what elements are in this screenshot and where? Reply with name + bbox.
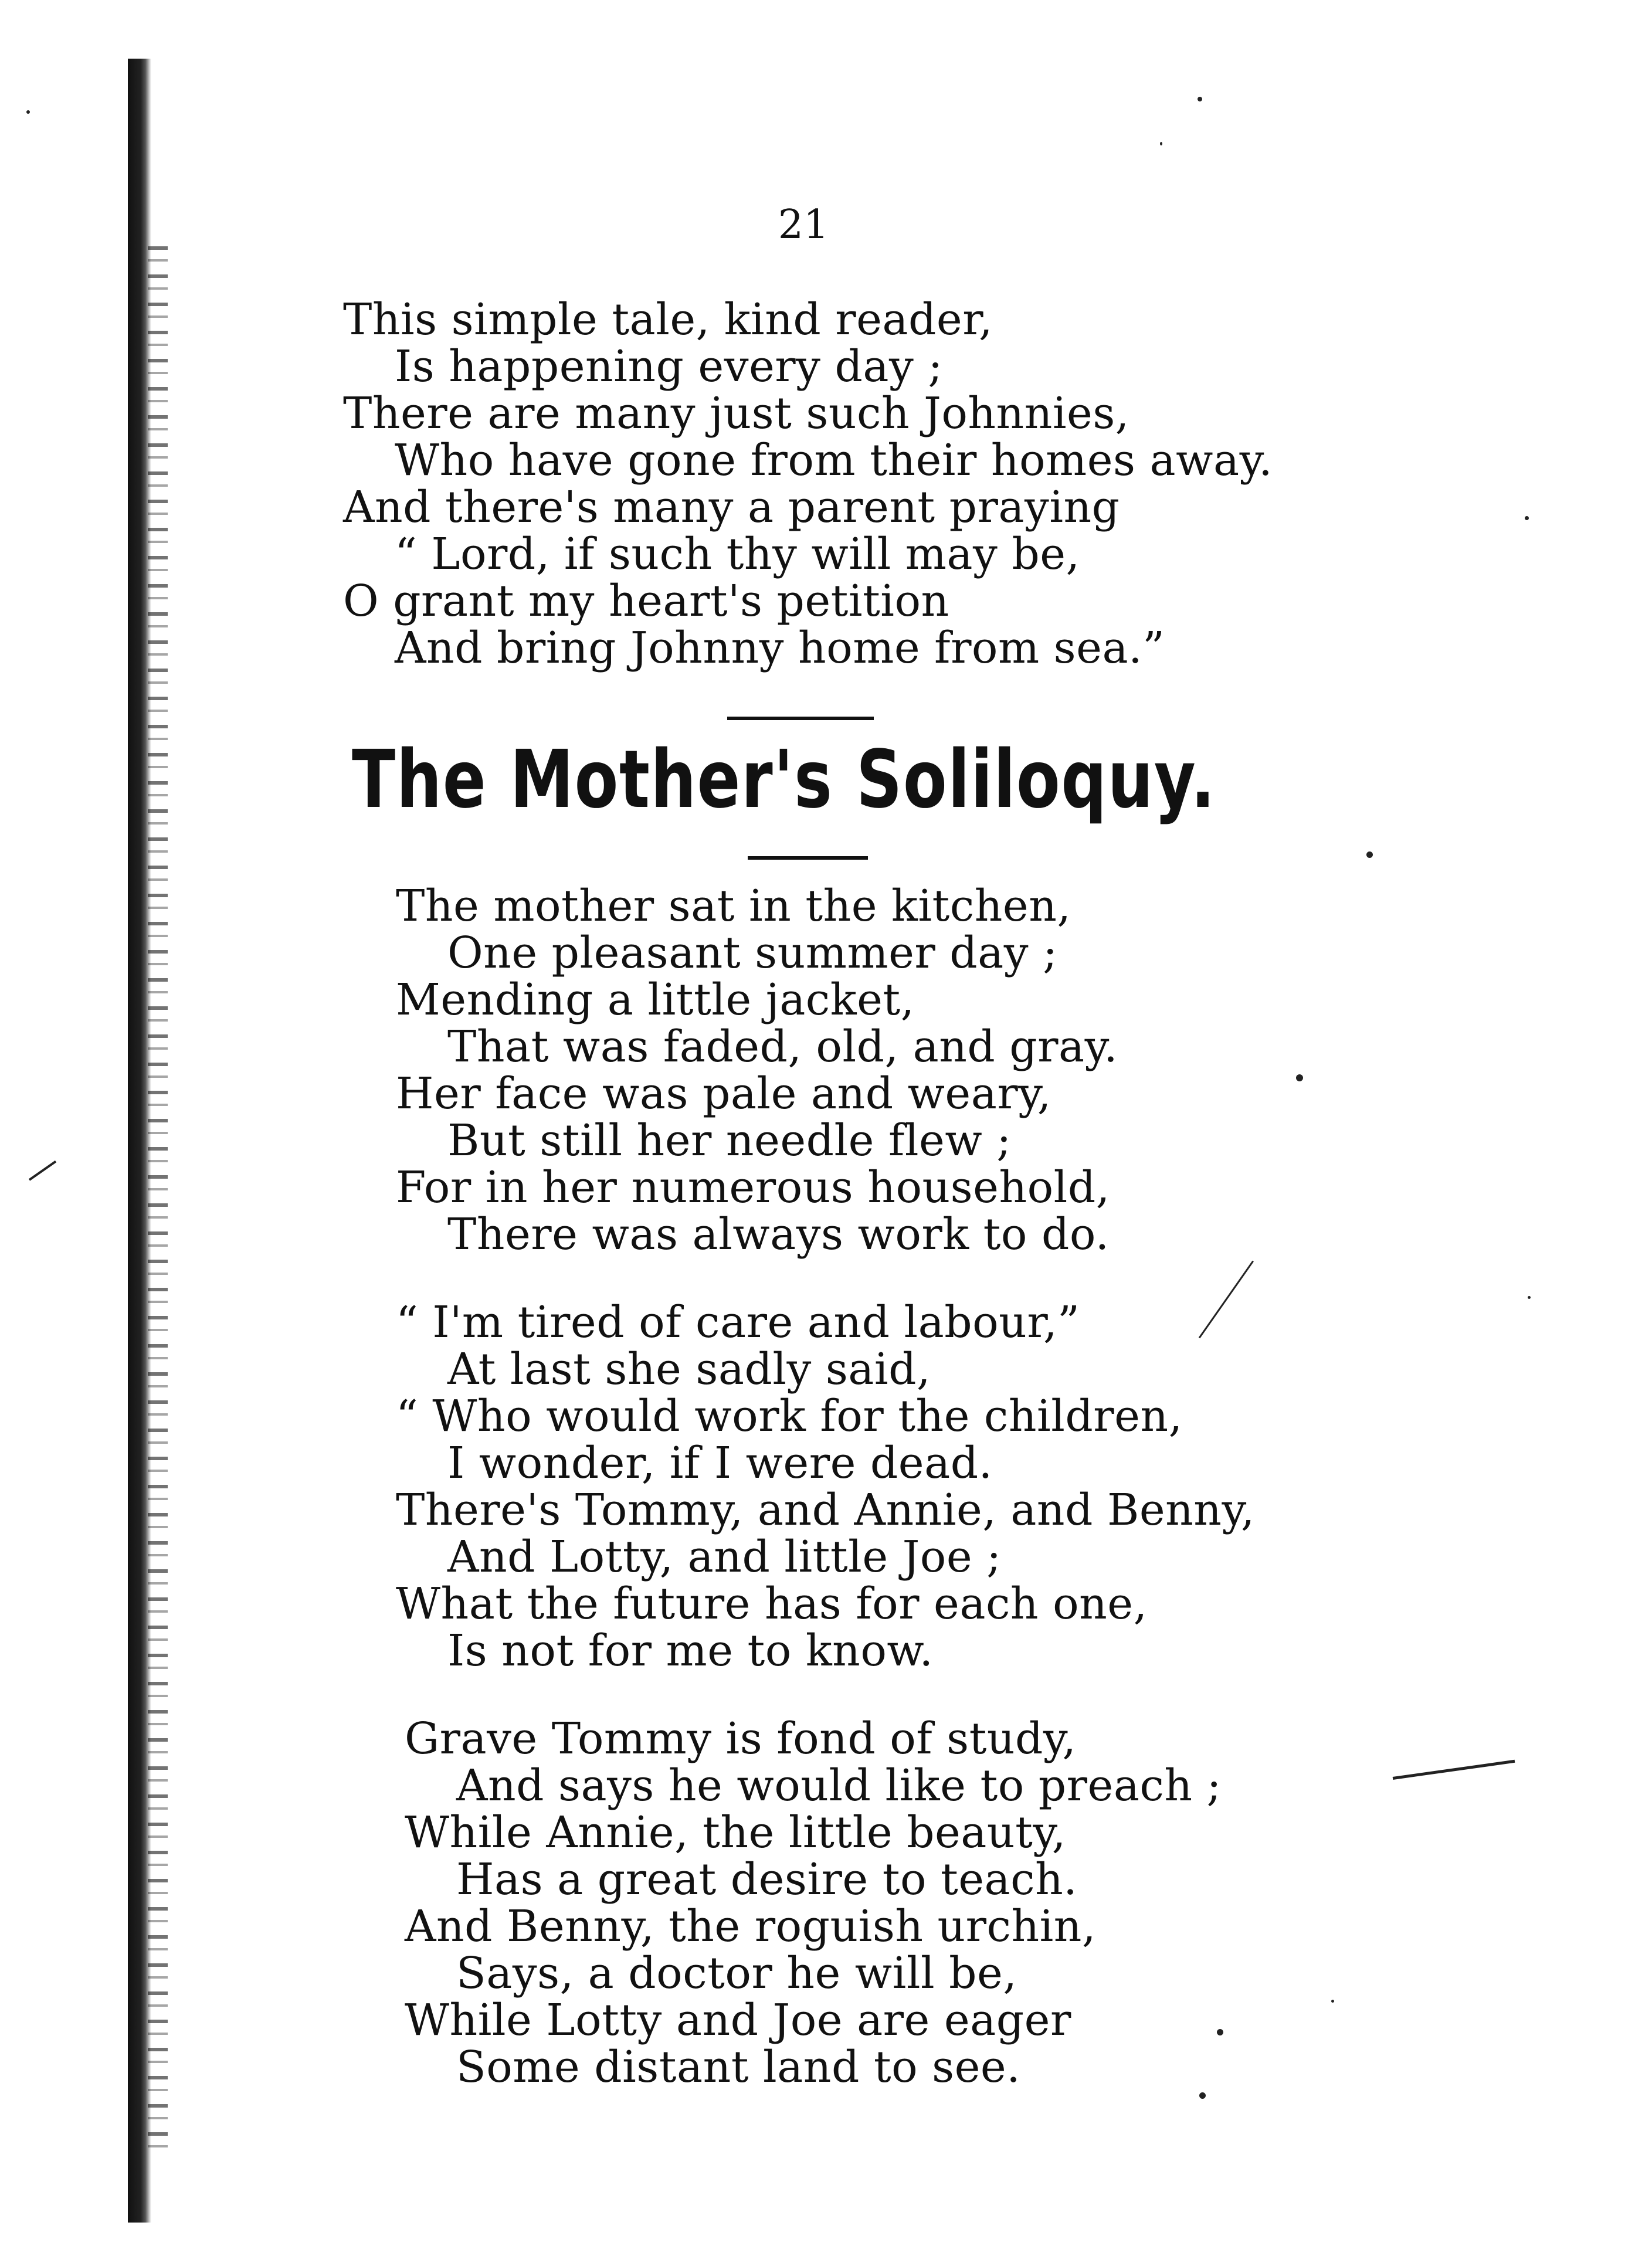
scan-stroke (29, 1161, 56, 1181)
verse-line: The mother sat in the kitchen, (396, 881, 1071, 931)
verse-line: There was always work to do. (447, 1209, 1110, 1260)
scan-speck (26, 110, 30, 114)
scan-speck (1198, 97, 1202, 101)
intro-verse (343, 296, 1273, 671)
verse-line: Says, a doctor he will be, (456, 1948, 1017, 1999)
verse-line: While Lotty and Joe are eager (405, 1995, 1071, 2045)
verse-line: One pleasant summer day ; (447, 928, 1058, 978)
verse-line: This simple tale, kind reader, (343, 294, 993, 345)
verse-line: There's Tommy, and Annie, and Benny, (396, 1485, 1255, 1535)
scan-speck (1528, 1296, 1531, 1299)
verse-line: But still her needle flew ; (447, 1115, 1012, 1166)
verse-line: Mending a little jacket, (396, 975, 915, 1025)
verse-line: There are many just such Johnnies, (343, 388, 1129, 439)
title-rule-top (727, 717, 874, 720)
verse-line: What the future has for each one, (396, 1579, 1148, 1629)
verse-line: Grave Tommy is fond of study, (405, 1714, 1077, 1764)
verse-line: Has a great desire to teach. (456, 1854, 1078, 1905)
binding-shadow (148, 246, 168, 2152)
verse-line: “ Who would work for the children, (396, 1391, 1183, 1441)
verse-line: “ I'm tired of care and labour,” (396, 1297, 1080, 1348)
scan-speck (1199, 2092, 1206, 2099)
verse-line: And bring Johnny home from sea.” (395, 623, 1165, 673)
verse-line: And Benny, the roguish urchin, (405, 1901, 1096, 1952)
scan-speck (1525, 516, 1529, 520)
verse-line: That was faded, old, and gray. (447, 1022, 1118, 1072)
verse-line: Is happening every day ; (395, 341, 943, 392)
poem-title: The Mother's Soliloquy. (352, 734, 1216, 826)
verse-line: At last she sadly said, (447, 1344, 931, 1395)
title-rule-bottom (748, 856, 868, 860)
scan-stroke (1393, 1760, 1515, 1780)
stanza (396, 1299, 1255, 1674)
verse-line: Some distant land to see. (456, 2042, 1021, 2092)
verse-line: Her face was pale and weary, (396, 1068, 1051, 1119)
verse-line: For in her numerous household, (396, 1162, 1110, 1213)
scan-speck (1296, 1074, 1303, 1081)
stanza (396, 883, 1118, 1258)
verse-line: And Lotty, and little Joe ; (447, 1532, 1002, 1582)
verse-line: “ Lord, if such thy will may be, (395, 529, 1080, 579)
stanza (405, 1715, 1222, 2091)
scan-speck (1331, 2000, 1334, 2003)
verse-line: Who have gone from their homes away. (395, 435, 1273, 486)
verse-line: While Annie, the little beauty, (405, 1807, 1066, 1858)
verse-line: Is not for me to know. (447, 1626, 934, 1676)
scan-speck (1366, 851, 1373, 858)
scan-speck (1160, 142, 1162, 145)
verse-line: I wonder, if I were dead. (447, 1438, 993, 1488)
page-number: 21 (778, 202, 829, 248)
verse-line: And there's many a parent praying (343, 482, 1120, 532)
verse-line: And says he would like to preach ; (456, 1760, 1222, 1811)
verse-line: O grant my heart's petition (343, 576, 949, 626)
